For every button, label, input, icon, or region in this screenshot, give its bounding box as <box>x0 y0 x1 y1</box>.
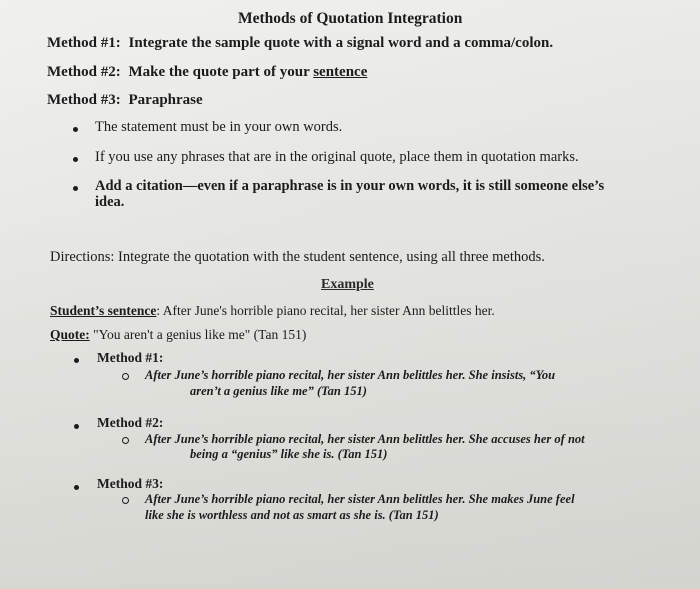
sub-bullet-circle <box>122 437 129 444</box>
method-1-text: Integrate the sample quote with a signal word and a comma/colon. <box>128 35 554 51</box>
example-method-2-label: Method #2: <box>97 415 164 430</box>
example-method-3-label: Method #3: <box>97 476 164 491</box>
method-2-underlined-word: sentence <box>313 64 368 80</box>
example-method-3-line2: like she is worthless and not as smart as she is. (Tan 151) <box>145 508 439 522</box>
method-1-line <box>47 35 553 52</box>
rule-citation-line1: Add a citation—even if a paraphrase is in your own words, it is still someone else’s <box>95 178 605 194</box>
bullet-marker <box>74 485 79 490</box>
example-heading: Example <box>321 277 374 292</box>
method-3-text: Paraphrase <box>128 92 203 108</box>
quote-label: Quote: <box>50 327 90 342</box>
quote-line <box>50 327 306 343</box>
example-method-1-line1: After June’s horrible piano recital, her sister Ann belittles her. She insists, “You <box>145 368 556 382</box>
directions-text: Directions: Integrate the quotation with the student sentence, using all three methods. <box>50 249 545 265</box>
bullet-marker <box>73 157 78 162</box>
bullet-marker <box>73 186 78 191</box>
bullet-marker <box>74 424 79 429</box>
quote-text: "You aren't a genius like me" (Tan 151) <box>89 327 307 342</box>
method-1-label: Method #1: <box>47 35 121 51</box>
method-2-text: Make the quote part of your <box>128 64 314 80</box>
rule-own-words: The statement must be in your own words. <box>95 119 343 135</box>
student-sentence-text: : After June's horrible piano recital, her sister Ann belittles her. <box>156 303 495 318</box>
bullet-marker <box>73 127 78 132</box>
sub-bullet-circle <box>122 373 129 380</box>
method-2-label: Method #2: <box>47 64 121 80</box>
student-sentence-label: Student’s sentence <box>50 303 157 318</box>
method-3-label: Method #3: <box>47 92 121 108</box>
student-sentence <box>50 303 495 319</box>
sub-bullet-circle <box>122 497 129 504</box>
document-title: Methods of Quotation Integration <box>238 10 463 27</box>
method-2-line <box>47 64 367 81</box>
example-method-1-label: Method #1: <box>97 350 164 365</box>
bullet-marker <box>74 358 79 363</box>
example-method-2-line1: After June’s horrible piano recital, her sister Ann belittles her. She accuses her of not <box>145 432 585 446</box>
example-method-3-line1: After June’s horrible piano recital, her sister Ann belittles her. She makes June feel <box>145 492 575 506</box>
rule-citation-line2: idea. <box>95 194 125 210</box>
example-method-1-line2: aren’t a genius like me” (Tan 151) <box>190 384 367 398</box>
method-3-line <box>47 92 203 109</box>
rule-quotation-marks: If you use any phrases that are in the original quote, place them in quotation marks. <box>95 149 579 165</box>
example-method-2-line2: being a “genius” like she is. (Tan 151) <box>190 447 388 461</box>
